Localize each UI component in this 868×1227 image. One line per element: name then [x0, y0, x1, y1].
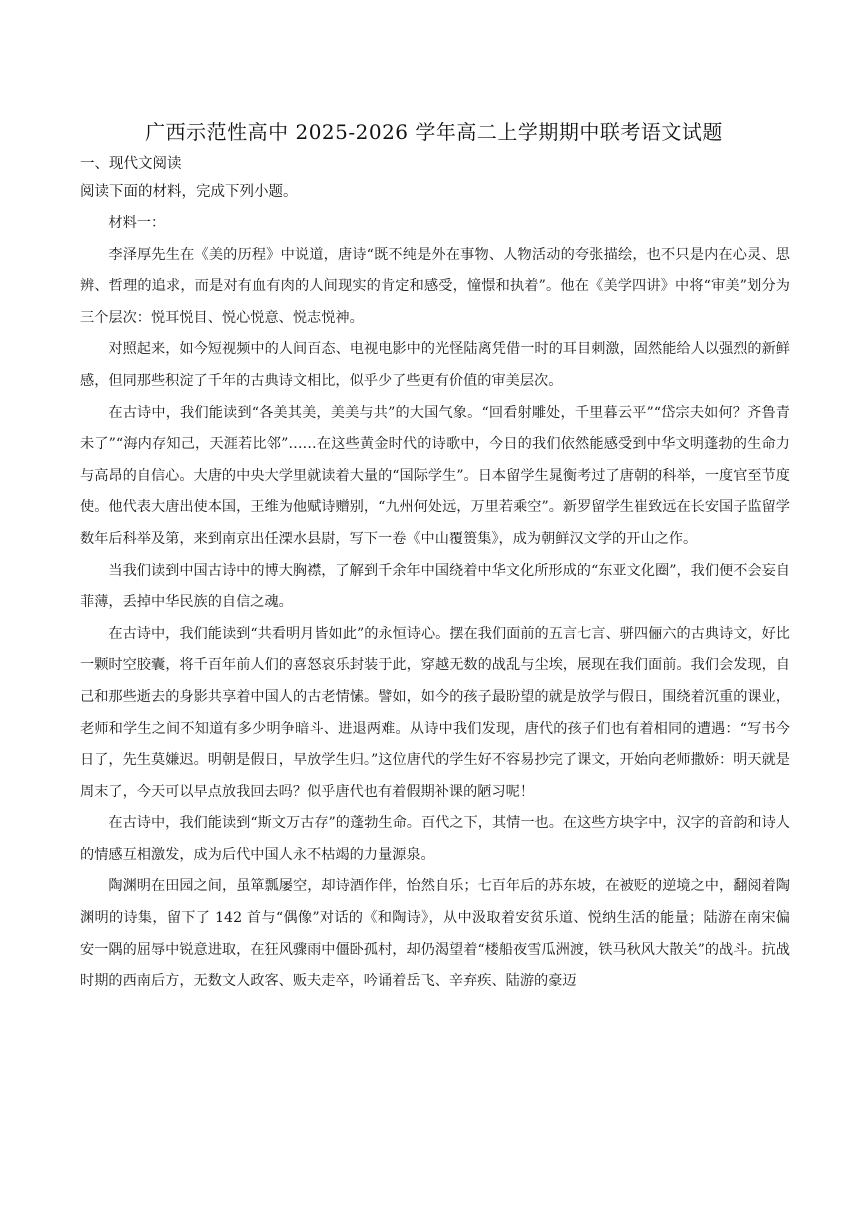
paragraph: 在古诗中，我们能读到“共看明月皆如此”的永恒诗心。摆在我们面前的五言七言、骈四俪六的古典诗文，好比一颗时空胶囊，将千百年前人们的喜怒哀乐封装于此，穿越无数的战乱与尘埃，展现在我们面前。我们会发现，自己和那些逝去的身影共享着中国人的古老情愫。譬如，如今的孩子最盼望的就是放学与假日，围绕着沉重的课业，老师和学生之间不知道有多少明争暗斗、进退两难。从诗中我们发现，唐代的孩子们也有着相同的遭遇：“写书今日了，先生莫嫌迟。明朝是假日，早放学生归。”这位唐代的学生好不容易抄完了课文，开始向老师撒娇：明天就是周末了，今天可以早点放我回去吗？似乎唐代也有着假期补课的陋习呢！	[80, 625, 790, 800]
paragraph: 在古诗中，我们能读到“各美其美，美美与共”的大国气象。“回看射雕处，千里暮云平”“岱宗夫如何？齐鲁青未了”“海内存知己，天涯若比邻”……在这些黄金时代的诗歌中，今日的我们依然能感受到中华文明蓬勃的生命力与高昂的自信心。大唐的中央大学里就读着大量的“国际学生”。日本留学生晁衡考过了唐朝的科举，一度官至节度使。他代表大唐出使本国，王维为他赋诗赠别，“九州何处远，万里若乘空”。新罗留学生崔致远在长安国子监留学数年后科举及第，来到南京出任溧水县尉，写下一卷《中山覆篑集》，成为朝鲜汉文学的开山之作。	[80, 404, 790, 547]
paragraph: 当我们读到中国古诗中的博大胸襟，了解到千余年中国绕着中华文化所形成的“东亚文化圈”，我们便不会妄自菲薄，丢掉中华民族的自信之魂。	[80, 562, 790, 611]
article-body	[80, 208, 790, 998]
section-heading: 一、现代文阅读	[80, 156, 182, 172]
paragraph: 陶渊明在田园之间，虽箪瓢屡空，却诗酒作伴，怡然自乐；七百年后的苏东坡，在被贬的逆境之中，翻阅着陶渊明的诗集，留下了 142 首与“偶像”对话的《和陶诗》，从中汲取着安贫乐道、悦纳生活的能量；陆游在南宋偏安一隅的屈辱中锐意进取，在狂风骤雨中僵卧孤村，却仍渴望着“楼船夜雪瓜洲渡，铁马秋风大散关”的战斗。抗战时期的西南后方，无数文人政客、贩夫走卒，吟诵着岳飞、辛弃疾、陆游的豪迈	[80, 878, 790, 990]
material-label: 材料一：	[108, 215, 166, 231]
page-title: 广西示范性高中 2025-2026 学年高二上学期期中联考语文试题	[145, 120, 723, 144]
paragraph: 李泽厚先生在《美的历程》中说道，唐诗“既不纯是外在事物、人物活动的夸张描绘，也不只是内在心灵、思辨、哲理的追求，而是对有血有肉的人间现实的肯定和感受，憧憬和执着”。他在《美学四讲》中将“审美”划分为三个层次：悦耳悦目、悦心悦意、悦志悦神。	[80, 246, 790, 326]
paragraph: 在古诗中，我们能读到“斯文万古存”的蓬勃生命。百代之下，其情一也。在这些方块字中，汉字的音韵和诗人的情感互相激发，成为后代中国人永不枯竭的力量源泉。	[80, 815, 790, 863]
paragraph: 对照起来，如今短视频中的人间百态、电视电影中的光怪陆离凭借一时的耳目刺激，固然能给人以强烈的新鲜感，但同那些积淀了千年的古典诗文相比，似乎少了些更有价值的审美层次。	[80, 341, 790, 389]
reading-instruction: 阅读下面的材料，完成下列小题。	[80, 184, 298, 200]
